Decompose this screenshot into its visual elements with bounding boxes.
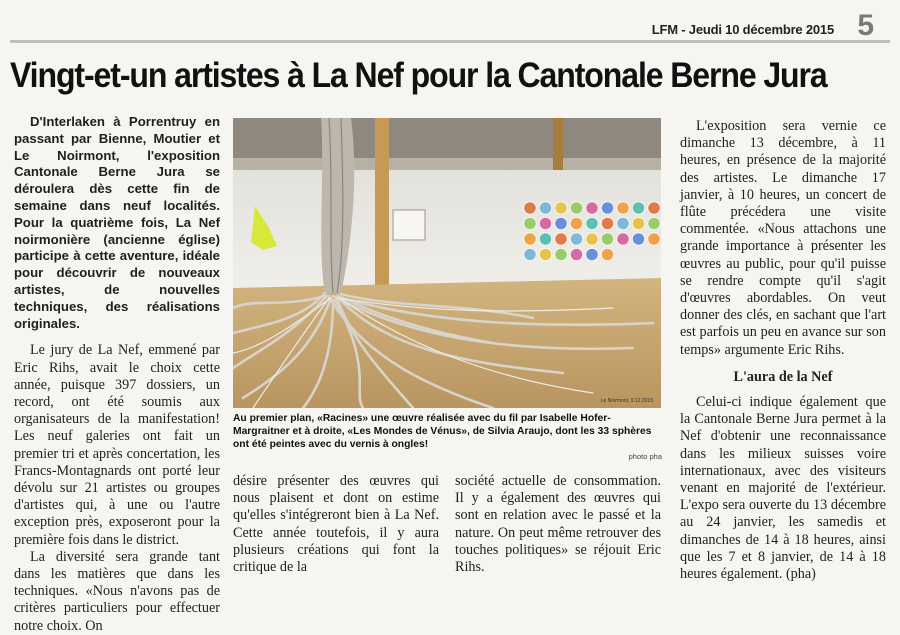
column-middle-2-paragraph: société actuelle de consommation. Il y a également des œuvres qui sont en relation avec le passé et la nature. On peut même retrouver des touches politiques» se réjouit Eric Rihs.: [455, 473, 661, 576]
painted-sphere: [570, 233, 582, 245]
painted-sphere: [555, 202, 567, 214]
painted-sphere: [601, 248, 613, 260]
header-date-line: LFM - Jeudi 10 décembre 2015: [651, 22, 834, 37]
column-left: [14, 114, 220, 635]
painted-sphere: [586, 233, 598, 245]
painted-sphere: [586, 217, 598, 229]
painted-sphere: [632, 217, 644, 229]
painted-sphere: [617, 202, 629, 214]
painted-sphere: [648, 217, 660, 229]
painted-sphere: [601, 217, 613, 229]
article-lead: D'Interlaken à Porrentruy en passant par Bienne, Moutier et Le Noirmont, l'exposition Cantonale Berne Jura se déroulera dès cette fin de semaine dans neuf localités. Pour la quatrième fois, La Nef noirmonière (ancienne église) participe à cette aventure, idéale pour découvrir de nouveaux artistes, de nouvelles techniques, des réalisations originales.: [14, 114, 220, 331]
painted-sphere: [524, 217, 536, 229]
painted-sphere: [539, 217, 551, 229]
painted-sphere: [601, 233, 613, 245]
article-photo: [233, 118, 661, 408]
painted-sphere: [632, 202, 644, 214]
column-middle-2: [455, 473, 661, 576]
painted-sphere: [648, 202, 660, 214]
painted-sphere: [586, 248, 598, 260]
painted-sphere: [555, 248, 567, 260]
painted-sphere: [524, 233, 536, 245]
painted-sphere: [539, 248, 551, 260]
photo-caption: Au premier plan, «Racines» une œuvre réalisée avec du fil par Isabelle Hofer-Margraitner et à droite, «Les Mondes de Vénus», de Silvia Araujo, dont les 33 sphères ont été peintes avec du vernis à ongles!: [233, 413, 652, 450]
photo-credit: photo pha: [628, 452, 662, 461]
painted-sphere: [539, 233, 551, 245]
painted-sphere: [601, 202, 613, 214]
column-middle-1-paragraph: désire présenter des œuvres qui nous plaisent et dont on estime qu'elles s'intégreront bien à La Nef. Cette année toutefois, il y aura plusieurs créations qui font la critique de la: [233, 473, 439, 576]
painted-sphere: [648, 233, 660, 245]
painted-sphere: [570, 248, 582, 260]
painted-sphere: [570, 202, 582, 214]
painted-sphere: [524, 248, 536, 260]
page-number: 5: [857, 9, 874, 42]
column-left-paragraph-1: Le jury de La Nef, emmené par Eric Rihs, avait le choix cette année, puisque 397 dossiers, un record, ont été soumis aux organisateurs de la manifestation! Les neuf galeries ont fait un premier tri et après concertation, les Francs-Montagnards ont porté leur dévolu sur 21 artistes ou groupes d'artistes qui, à une ou l'autre exception près, exposeront pour la première fois dans le district.: [14, 342, 220, 548]
page-header: [10, 8, 890, 43]
painted-sphere: [617, 233, 629, 245]
painted-sphere: [617, 217, 629, 229]
painted-sphere: [539, 202, 551, 214]
article-headline: Vingt-et-un artistes à La Nef pour la Cantonale Berne Jura: [10, 56, 827, 95]
photo-inner-credit: Le Noirmont, 9.12.2015: [600, 398, 653, 404]
column-left-paragraph-2: La diversité sera grande tant dans les matières que dans les techniques. «Nous n'avons pas de critères particuliers pour effectuer notre choix. On: [14, 548, 220, 634]
section-subheading: L'aura de la Nef: [733, 368, 833, 385]
column-right-paragraph-1: L'exposition sera vernie ce dimanche 13 décembre, à 11 heures, en présence de la majorité des artistes. Le dimanche 17 janvier, à 10 heures, un concert de flûte précédera une visite commentée. «Nous attachons une grande importance à présenter les œuvres au public, pour qu'il puisse se rendre compte qu'il s'agit d'œuvres abordables. On veut donner des clés, en sachant que l'art est parfois un peu en avance sur son temps» argumente Eric Rihs.: [680, 118, 886, 358]
painted-sphere: [586, 202, 598, 214]
column-middle-1: [233, 473, 439, 576]
column-right-paragraph-2: Celui-ci indique également que la Cantonale Berne Jura permet à la Nef d'obtenir une reconnaissance dans les milieux suisses voire internationaux, avec des visiteurs venant en majorité de l'extérieur. L'expo sera ouverte du 13 décembre au 24 janvier, les samedis et dimanches de 14 à 18 heures, ainsi que les 7 et 8 janvier, de 14 à 18 heures également. (pha): [680, 394, 886, 583]
column-right: [680, 118, 886, 583]
painted-sphere: [570, 217, 582, 229]
painted-sphere: [555, 233, 567, 245]
painted-sphere: [524, 202, 536, 214]
painted-sphere: [632, 233, 644, 245]
gallery-installation-image: [233, 118, 661, 408]
painted-sphere: [555, 217, 567, 229]
